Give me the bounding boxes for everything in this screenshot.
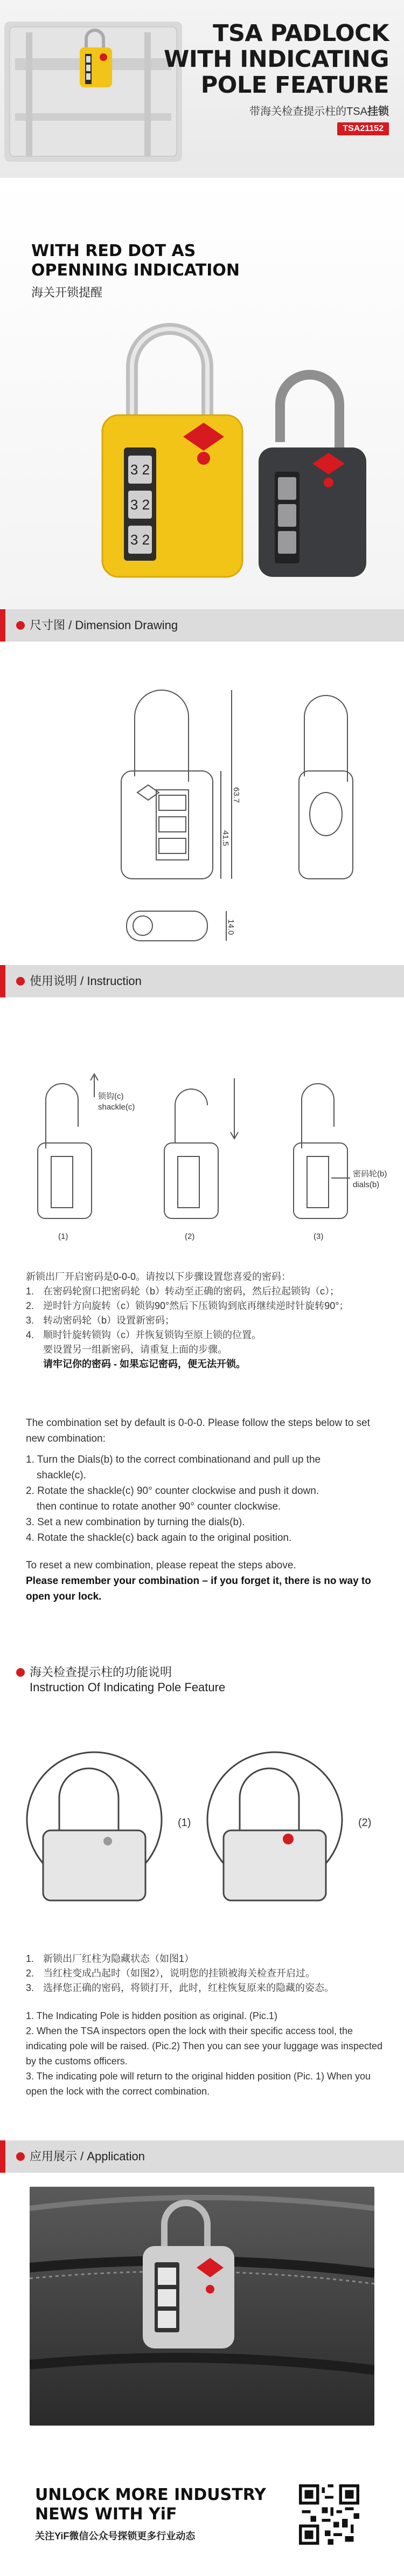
footer-title-line: UNLOCK MORE INDUSTRY	[35, 2485, 266, 2504]
section-dot-icon	[16, 2152, 25, 2161]
warning-en: Please remember your combination – if you forget it, there is no way to open your lock.	[26, 1575, 371, 1602]
step-number: 2.	[26, 1968, 34, 1979]
pole-item	[26, 1952, 381, 1966]
dials-label-en: dials(b)	[353, 1180, 380, 1189]
section-title: 使用说明 / Instruction	[30, 974, 142, 988]
svg-text:3 2: 3 2	[130, 532, 150, 548]
step-label: (1)	[58, 1232, 68, 1241]
steps-note: 要设置另一组新密码，请重复上面的步骤。	[43, 1344, 227, 1355]
section-bar-application	[0, 2140, 404, 2173]
pole-en-item: 1. The Indicating Pole is hidden position as original. (Pic.1)	[26, 2010, 277, 2021]
footer-subtitle: 关注YiF微信公众号探锁更多行业动态	[35, 2531, 196, 2541]
step-text: 顺时针旋转锁钩（c）并恢复锁钩至原上锁的位置。	[43, 1330, 261, 1340]
pole-item	[26, 1981, 381, 1995]
luggage-with-yellow-lock-image	[4, 11, 182, 173]
section-bar-accent	[0, 2140, 5, 2173]
dimension-drawing-image	[0, 642, 404, 965]
step-number: 4.	[26, 1330, 34, 1340]
step-label: (2)	[185, 1232, 195, 1241]
section-bar-pole	[0, 1661, 404, 1703]
step-en: shackle(c).	[37, 1470, 86, 1481]
red-dot-subtitle: 海关开锁提醒	[31, 286, 103, 299]
hero-subtitle-text: 带海关检查提示柱的TSA	[249, 106, 367, 118]
dimension-label: 63.7	[232, 787, 241, 803]
shackle-label-cn: 锁钩(c)	[98, 1092, 124, 1101]
hero-subtitle	[163, 102, 389, 118]
section-bar-accent	[0, 965, 5, 997]
red-dot-section	[0, 178, 404, 609]
step-en: 3. Set a new combination by turning the dials(b).	[26, 1517, 245, 1528]
steps-intro-en: The combination set by default is 0-0-0. Please follow the steps below to set new combination:	[26, 1417, 370, 1444]
pole-en-item: 3. The indicating pole will return to the original hidden position (Pic. 1) When you open the lock with the correct combination.	[26, 2071, 371, 2097]
footer-title-text: NEWS WITH	[35, 2505, 149, 2524]
section-dot-icon	[16, 977, 25, 986]
step-text: 新锁出厂红柱为隐藏状态（如图1）	[43, 1953, 194, 1964]
step-item	[26, 1328, 381, 1342]
pole-list	[26, 1952, 381, 1995]
instruction-diagram	[0, 1035, 404, 1262]
step-number: 1.	[26, 1286, 34, 1297]
section-title-cn: 海关检查提示柱的功能说明	[30, 1665, 172, 1679]
hero-title-line: TSA PADLOCK	[213, 20, 389, 47]
step-en: 2. Rotate the shackle(c) 90° counter clockwise and push it down.	[26, 1485, 319, 1497]
hero-title-line: WITH INDICATING	[163, 46, 389, 73]
pole-steps-cn	[26, 1952, 381, 1995]
section-title-en: Instruction Of Indicating Pole Feature	[30, 1680, 226, 1694]
steps-intro: 新锁出厂开启密码是0-0-0。请按以下步骤设置您喜爱的密码：	[26, 1271, 291, 1282]
qr-code-icon[interactable]	[299, 2484, 359, 2545]
footer	[0, 2442, 404, 2576]
dimension-label: 14.0	[226, 919, 235, 935]
pole-diagram-image	[0, 1733, 404, 1949]
shackle-label-en: shackle(c)	[98, 1103, 135, 1112]
step-item	[26, 1299, 381, 1313]
step-text: 转动密码轮（b）设置新密码；	[43, 1315, 175, 1326]
step-item	[26, 1284, 381, 1299]
hero-title-line: POLE FEATURE	[200, 72, 389, 99]
step-text: 选择您正确的密码，将锁打开，此时，红柱恢复原来的隐藏的姿态。	[43, 1982, 334, 1993]
red-dot-title-line: WITH RED DOT AS	[31, 242, 196, 260]
step-text: 在密码轮窗口把密码轮（b）转动至正确的密码，然后拉起锁钩（c）；	[43, 1286, 340, 1297]
step-en: 4. Rotate the shackle(c) back again to the original position.	[26, 1532, 292, 1544]
section-bar-accent	[0, 609, 5, 642]
step-number: 3.	[26, 1982, 34, 1993]
application-photo	[30, 2187, 374, 2426]
step-text: 逆时针方向旋转（c）锁钩90°然后下压锁钩到底再继续逆时针旋转90°；	[43, 1300, 349, 1311]
section-title: 尺寸图 / Dimension Drawing	[30, 618, 178, 632]
step-item	[26, 1313, 381, 1328]
hero-banner	[0, 0, 404, 178]
pic-label: (2)	[358, 1817, 372, 1829]
hero-title	[163, 20, 389, 98]
step-number: 3.	[26, 1315, 34, 1326]
hero-subtitle-bold: 挂锁	[367, 106, 389, 118]
step-number: 1.	[26, 1953, 34, 1964]
red-dot-title	[31, 242, 240, 280]
footer-title-line	[35, 2505, 266, 2524]
section-dot-icon	[16, 621, 25, 630]
pole-en-item: 2. When the TSA inspectors open the lock with their specific access tool, the indicating pole will be raised. (Pic.2) Then you can see your luggage was inspected by the customs officers.	[26, 2026, 383, 2067]
padlock-product-image	[81, 307, 382, 588]
section-dot-icon	[16, 1668, 25, 1677]
step-en: then continue to rotate another 90° counter clockwise.	[37, 1501, 281, 1512]
reset-note-en: To reset a new combination, please repeat the steps above.	[26, 1560, 296, 1571]
instruction-steps-en	[26, 1415, 384, 1604]
step-text: 当红柱变成凸起时（如图2），说明您的挂锁被海关检查开启过。	[43, 1968, 316, 1979]
svg-text:3 2: 3 2	[130, 462, 150, 478]
red-dot-title-line: OPENNING INDICATION	[31, 261, 240, 280]
steps-list	[26, 1284, 381, 1342]
section-title	[30, 1665, 225, 1695]
step-label: (3)	[314, 1232, 324, 1241]
model-badge: TSA21152	[337, 122, 389, 135]
instruction-diagram-image	[0, 1035, 404, 1262]
section-bar-dimension	[0, 609, 404, 642]
dials-label-cn: 密码轮(b)	[353, 1169, 387, 1179]
step-number: 2.	[26, 1300, 34, 1311]
hero-text-block	[163, 20, 389, 135]
dimension-label: 41.5	[221, 830, 230, 846]
footer-title	[35, 2485, 266, 2524]
luggage-lock-photo	[30, 2187, 374, 2426]
instruction-steps-cn	[26, 1270, 381, 1372]
pole-steps-en	[26, 2008, 384, 2099]
dimension-drawing	[0, 642, 404, 965]
step-en: 1. Turn the Dials(b) to the correct combinationand and pull up the	[26, 1454, 321, 1465]
pole-item	[26, 1966, 381, 1981]
pic-label: (1)	[178, 1817, 191, 1829]
brand-name: YiF	[149, 2505, 177, 2524]
section-title: 应用展示 / Application	[30, 2150, 145, 2163]
svg-text:3 2: 3 2	[130, 497, 150, 513]
section-bar-instruction	[0, 965, 404, 997]
pole-diagram	[0, 1733, 404, 1949]
steps-warning: 请牢记你的密码 - 如果忘记密码，便无法开锁。	[43, 1359, 246, 1369]
